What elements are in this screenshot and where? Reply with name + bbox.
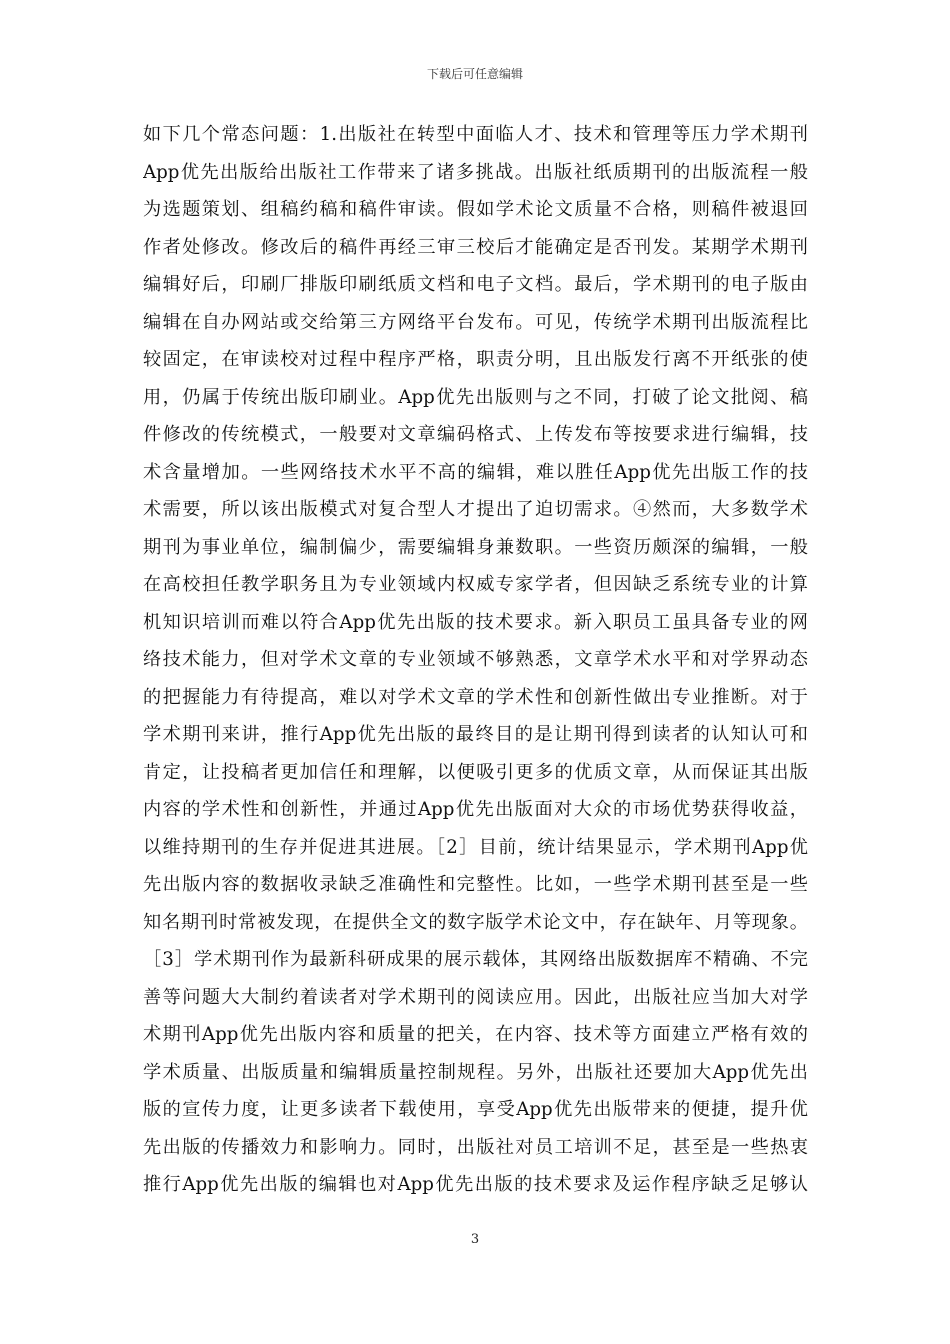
- body-line: 以维持期刊的生存并促进其进展。［2］目前，统计结果显示，学术期刊App优: [143, 836, 808, 858]
- body-line: 学术质量、出版质量和编辑质量控制规程。另外，出版社还要加大App优先出: [143, 1061, 808, 1083]
- body-line: 先出版内容的数据收录缺乏准确性和完整性。比如，一些学术期刊甚至是一些: [143, 874, 808, 895]
- body-line: 善等问题大大制约着读者对学术期刊的阅读应用。因此，出版社应当加大对学: [143, 986, 808, 1008]
- body-line: 编辑好后，印刷厂排版印刷纸质文档和电子文档。最后，学术期刊的电子版由: [143, 274, 808, 295]
- body-line: 知名期刊时常被发现，在提供全文的数字版学术论文中，存在缺年、月等现象。: [143, 911, 808, 933]
- body-line: App优先出版给出版社工作带来了诸多挑战。出版社纸质期刊的出版流程一般: [143, 161, 808, 183]
- body-line: 内容的学术性和创新性，并通过App优先出版面对大众的市场优势获得收益，: [143, 799, 808, 820]
- body-line: 期刊为事业单位，编制偏少，需要编辑身兼数职。一些资历颇深的编辑，一般: [143, 536, 808, 558]
- body-line: 络技术能力，但对学术文章的专业领域不够熟悉，文章学术水平和对学界动态: [143, 649, 808, 670]
- body-text: [143, 116, 808, 1204]
- page-number: 3: [470, 1232, 480, 1247]
- body-line: 件修改的传统模式，一般要对文章编码格式、上传发布等按要求进行编辑，技: [143, 424, 808, 445]
- body-line: 机知识培训而难以符合App优先出版的技术要求。新入职员工虽具备专业的网: [143, 611, 808, 633]
- body-line: 较固定，在审读校对过程中程序严格，职责分明，且出版发行离不开纸张的使: [143, 349, 808, 370]
- body-line: 用，仍属于传统出版印刷业。App优先出版则与之不同，打破了论文批阅、稿: [143, 386, 808, 408]
- body-line: 肯定，让投稿者更加信任和理解，以便吸引更多的优质文章，从而保证其出版: [143, 761, 808, 783]
- body-line: ［3］学术期刊作为最新科研成果的展示载体，其网络出版数据库不精确、不完: [143, 949, 808, 970]
- body-line: 版的宣传力度，让更多读者下载使用，享受App优先出版带来的便捷，提升优: [143, 1099, 808, 1120]
- body-line: 推行App优先出版的编辑也对App优先出版的技术要求及运作程序缺乏足够认: [143, 1174, 808, 1195]
- body-line: 的把握能力有待提高，难以对学术文章的学术性和创新性做出专业推断。对于: [143, 686, 808, 708]
- body-line: 术含量增加。一些网络技术水平不高的编辑，难以胜任App优先出版工作的技: [143, 461, 808, 483]
- body-line: 作者处修改。修改后的稿件再经三审三校后才能确定是否刊发。某期学术期刊: [143, 236, 808, 258]
- body-line: 术期刊App优先出版内容和质量的把关，在内容、技术等方面建立严格有效的: [143, 1024, 808, 1045]
- body-line: 为选题策划、组稿约稿和稿件审读。假如学术论文质量不合格，则稿件被退回: [143, 199, 808, 220]
- body-line: 学术期刊来讲，推行App优先出版的最终目的是让期刊得到读者的认知认可和: [143, 724, 808, 745]
- body-line: 如下几个常态问题：1.出版社在转型中面临人才、技术和管理等压力学术期刊: [143, 124, 808, 145]
- body-line: 术需要，所以该出版模式对复合型人才提出了迫切需求。④然而，大多数学术: [143, 499, 808, 520]
- body-line: 编辑在自办网站或交给第三方网络平台发布。可见，传统学术期刊出版流程比: [143, 311, 808, 333]
- body-line: 在高校担任教学职务且为专业领域内权威专家学者，但因缺乏系统专业的计算: [143, 574, 808, 595]
- page-header: 下载后可任意编辑: [426, 67, 523, 81]
- body-line: 先出版的传播效力和影响力。同时，出版社对员工培训不足，甚至是一些热衷: [143, 1136, 808, 1158]
